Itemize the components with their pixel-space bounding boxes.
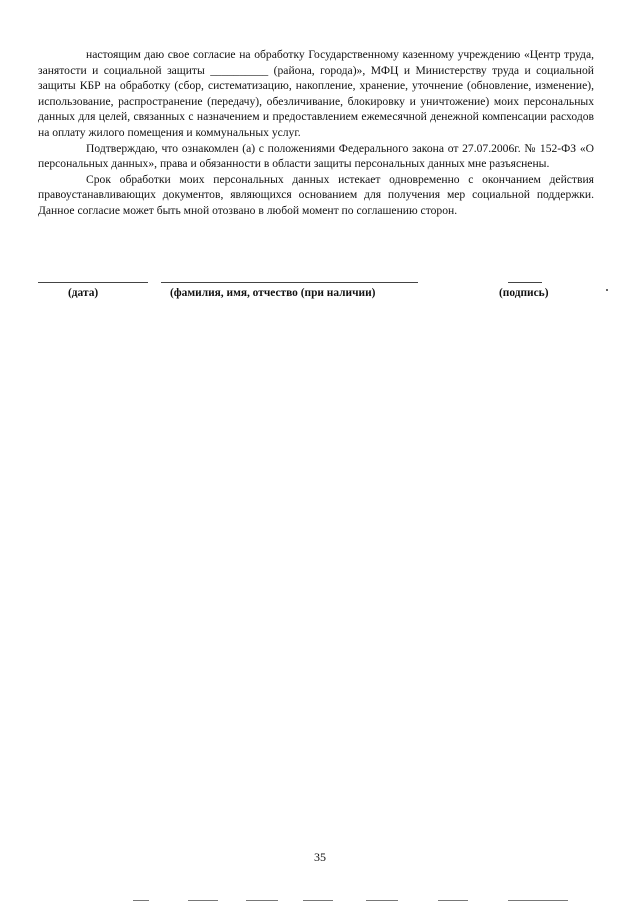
signature-label: (подпись): [499, 287, 549, 299]
footer-mark: [303, 900, 333, 901]
consent-text: [38, 47, 594, 219]
footer-mark: [508, 900, 568, 901]
date-label: (дата): [68, 287, 99, 299]
footer-mark: [188, 900, 218, 901]
date-line: [38, 282, 148, 283]
name-label: (фамилия, имя, отчество (при наличии): [170, 287, 376, 299]
name-line: [161, 282, 418, 283]
footer-mark: [133, 900, 149, 901]
footer-mark: [246, 900, 278, 901]
signature-line: [508, 282, 542, 283]
footer-mark: [438, 900, 468, 901]
footer-scan-marks: [0, 900, 640, 904]
page-number: 35: [314, 850, 326, 864]
stray-dot: [606, 289, 608, 291]
paragraph-consent: настоящим даю свое согласие на обработку Государственному казенному учреждению «Центр труда, занятости и социальной защиты __________ (района, города)», МФЦ и Министерству труда и социальной защиты КБР на обработку (сбор, систематизацию, накопление, хранение, уточнение (обновление, изменение), использование, распространение (передачу), обезличивание, блокировку и уничтожение) моих персональных данных для целей, связанных с назначением и предоставлением ежемесячной денежной компенсации расходов на оплату жилого помещения и коммунальных услуг.: [38, 48, 594, 139]
footer-mark: [366, 900, 398, 901]
signature-block: [38, 278, 618, 308]
paragraph-acknowledgement: Подтверждаю, что ознакомлен (а) с положениями Федерального закона от 27.07.2006г. № 152-ФЗ «О персональных данных», права и обязанности в области защиты персональных данных мне разъяснены.: [38, 141, 594, 171]
paragraph-term: Срок обработки моих персональных данных истекает одновременно с окончанием действия правоустанавливающих документов, являющихся основанием для получения мер социальной поддержки. Данное согласие может быть мной отозвано в любой момент по соглашению сторон.: [38, 172, 594, 217]
